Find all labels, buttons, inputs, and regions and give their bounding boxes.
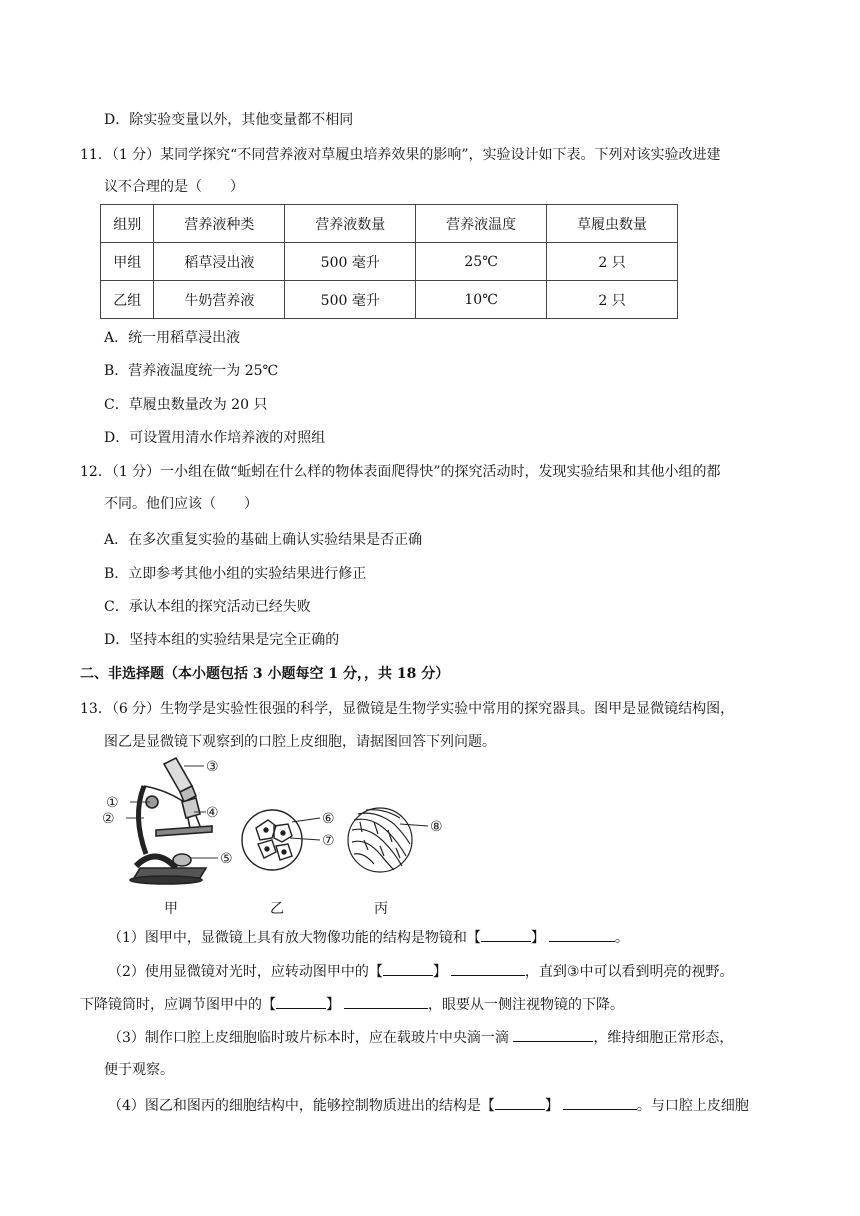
q12-option-d: D．坚持本组的实验结果是完全正确的 (104, 632, 340, 648)
table-cell: 500 毫升 (285, 243, 416, 281)
label-3: ③ (206, 759, 219, 775)
table-header-cell: 营养液种类 (154, 205, 285, 243)
label-5: ⑤ (220, 851, 233, 867)
q12-stem-line2: 不同。他们应该（ ） (104, 496, 258, 512)
answer-blank[interactable] (344, 994, 428, 1009)
q13-part4-bracket: 】 (544, 1098, 559, 1114)
answer-blank[interactable] (481, 927, 531, 942)
answer-blank[interactable] (276, 994, 326, 1009)
q13-part2-text4: 下降镜筒时，应调节图甲中的【 (80, 997, 276, 1013)
label-2: ② (102, 811, 115, 827)
q13-stem-line2: 图乙是显微镜下观察到的口腔上皮细胞，请据图回答下列问题。 (104, 734, 496, 750)
answer-blank[interactable] (451, 961, 525, 976)
q11-stem-line2: 议不合理的是（ ） (104, 179, 244, 195)
caption-bing: 丙 (374, 901, 388, 917)
q13-part2-text3: 中可以看到明亮的视野。 (579, 964, 734, 980)
q12-option-a: A．在多次重复实验的基础上确认实验结果是否正确 (104, 532, 423, 548)
q11-option-d: D．可设置用清水作培养液的对照组 (104, 430, 326, 446)
q11-stem-line1: 11．（1 分）某同学探究“不同营养液对草履虫培养效果的影响”，实验设计如下表。下列对该实验改进建 (80, 147, 721, 163)
label-1: ① (106, 795, 119, 811)
table-cell: 稻草浸出液 (154, 243, 285, 281)
cheek-cells-illustration (242, 810, 320, 870)
q13-part1-end: 。 (614, 930, 629, 946)
q13-part2-line1 (108, 961, 733, 982)
q13-part4-text2: 。与口腔上皮细胞 (636, 1098, 749, 1114)
q13-part2-text: （2）使用显微镜对光时，应转动图甲中的【 (108, 964, 383, 980)
q13-part2-text5: ，眼要从一侧注视物镜的下降。 (428, 997, 624, 1013)
microscope-illustration (130, 758, 212, 884)
q13-part3-text2: ，维持细胞正常形态， (593, 1030, 734, 1046)
label-8: ⑧ (430, 819, 443, 835)
answer-blank[interactable] (549, 927, 615, 942)
caption-jia: 甲 (164, 901, 178, 917)
q13-stem-line1: 13．（6 分）生物学是实验性很强的科学，显微镜是生物学实验中常用的探究器具。图甲是显微镜结构图， (80, 701, 735, 717)
q13-part2-bracket: 】 (432, 964, 447, 980)
answer-blank[interactable] (513, 1027, 593, 1042)
caption-yi: 乙 (270, 901, 284, 917)
q13-part1-bracket: 】 (530, 930, 545, 946)
table-header-cell: 草履虫数量 (547, 205, 678, 243)
q12-stem-line1: 12．（1 分）一小组在做“蚯蚓在什么样的物体表面爬得快”的探究活动时，发现实验结果和其他小组的都 (80, 464, 721, 480)
q13-part3-text: （3）制作口腔上皮细胞临时玻片标本时，应在载玻片中央滴一滴 (108, 1030, 514, 1046)
label-6: ⑥ (322, 811, 335, 827)
q10-option-d: D．除实验变量以外，其他变量都不相同 (104, 112, 354, 128)
table-cell: 10℃ (416, 281, 547, 319)
table-header-cell: 组别 (101, 205, 154, 243)
circled-number-3: ③ (566, 964, 580, 980)
q13-part1-text: （1）图甲中，显微镜上具有放大物像功能的结构是物镜和【 (108, 930, 481, 946)
q13-part4-text: （4）图乙和图丙的细胞结构中，能够控制物质进出的结构是【 (108, 1098, 495, 1114)
q13-part4 (108, 1095, 749, 1116)
table-cell: 乙组 (101, 281, 154, 319)
table-cell: 2 只 (547, 243, 678, 281)
q13-part2-bracket2: 】 (326, 997, 340, 1013)
q11-option-b: B．营养液温度统一为 25℃ (104, 363, 279, 379)
section-heading: 二、非选择题（本小题包括 3 小题每空 1 分，，共 18 分） (80, 666, 450, 682)
table-header-row (101, 205, 678, 243)
microscope-figure (96, 756, 456, 892)
q11-option-a: A．统一用稻草浸出液 (104, 330, 241, 346)
table-row (101, 281, 678, 319)
table-row (101, 243, 678, 281)
q13-part1 (108, 927, 629, 948)
table-cell: 甲组 (101, 243, 154, 281)
table-cell: 500 毫升 (285, 281, 416, 319)
table-header-cell: 营养液温度 (416, 205, 547, 243)
answer-blank[interactable] (495, 1095, 545, 1110)
label-7: ⑦ (322, 833, 335, 849)
q12-option-c: C．承认本组的探究活动已经失败 (104, 599, 311, 615)
q13-part3-line2: 便于观察。 (104, 1062, 174, 1078)
plant-cells-illustration (348, 808, 428, 872)
table-cell: 25℃ (416, 243, 547, 281)
q11-option-c: C．草履虫数量改为 20 只 (104, 397, 268, 413)
label-4: ④ (206, 805, 219, 821)
q12-option-b: B．立即参考其他小组的实验结果进行修正 (104, 566, 367, 582)
table-cell: 2 只 (547, 281, 678, 319)
q11-table (100, 204, 678, 319)
table-cell: 牛奶营养液 (154, 281, 285, 319)
q13-part2-line2 (80, 994, 624, 1015)
answer-blank[interactable] (563, 1095, 637, 1110)
answer-blank[interactable] (383, 961, 433, 976)
q13-part3-line1 (108, 1027, 733, 1048)
q13-part2-text2: ，直到 (524, 964, 567, 980)
table-header-cell: 营养液数量 (285, 205, 416, 243)
